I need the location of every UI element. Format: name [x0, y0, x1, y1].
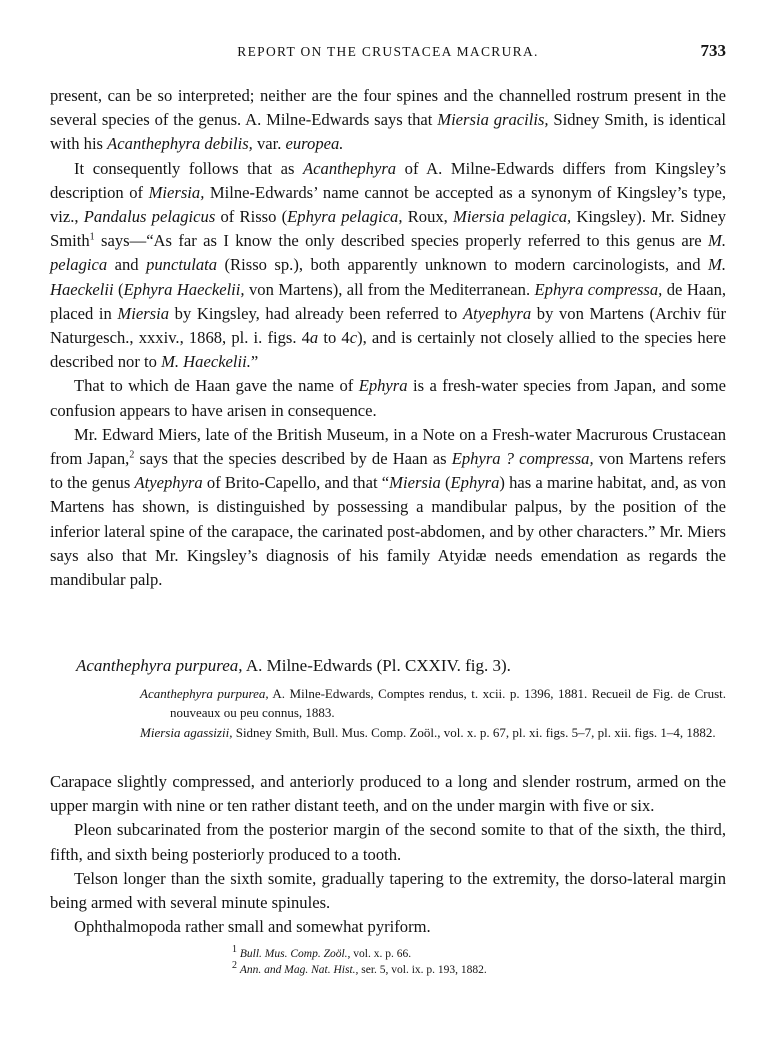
text-run: ( — [113, 279, 124, 299]
italic-text: a — [309, 328, 319, 348]
italic-text: Ephyra — [450, 473, 500, 493]
description-paragraph — [50, 867, 726, 915]
paragraph — [50, 84, 726, 157]
italic-text: Ephyra ? compressa, — [451, 449, 594, 469]
page-number: 733 — [700, 41, 726, 60]
footnote-ref: 2 — [232, 960, 237, 972]
text-run: by Kingsley, had already been referred to — [169, 303, 463, 323]
italic-text: Ephyra Haeckelii, — [123, 279, 245, 299]
italic-text: Miersia, — [148, 182, 205, 202]
italic-text: Acanthephyra purpurea, — [76, 656, 243, 675]
synonymy-list — [140, 684, 726, 743]
italic-text: Atyephyra — [134, 473, 203, 493]
footnote-ref: 1 — [232, 944, 237, 956]
footnotes — [232, 946, 726, 978]
text-run: Sidney Smith, is identical with his — [50, 110, 726, 154]
text-run: Roux, — [402, 207, 454, 227]
text-run: von Martens), all from the Mediterranean. — [244, 279, 535, 299]
text-run: Kingsley). Mr. Sidney Smith — [50, 207, 727, 251]
italic-text: Miersia gracilis, — [437, 110, 549, 130]
description-paragraph — [50, 915, 726, 939]
italic-text: Acanthephyra — [303, 158, 397, 178]
italic-text: Ephyra — [358, 376, 408, 396]
synonymy-entry — [140, 723, 726, 742]
text-run: Milne-Edwards’ name cannot be accepted as a synonym of Kingsley’s type, viz., — [50, 182, 726, 227]
text-run: ser. 5, vol. ix. p. 193, 1882. — [358, 964, 487, 976]
text-run: to 4 — [318, 328, 350, 348]
italic-text: M. Haeckelii. — [161, 352, 251, 372]
body-text — [50, 84, 726, 592]
text-run: Pleon subcarinated from the posterior margin of the second somite to that of the sixth, the third, fifth, and sixth being posteriorly produced to a tooth. — [50, 820, 726, 864]
italic-text: Acanthephyra debilis, — [107, 134, 253, 154]
italic-text: M. Haeckelii — [50, 255, 726, 299]
italic-text: Bull. Mus. Comp. Zoöl., — [239, 948, 351, 960]
italic-text: Miersia agassizii, — [140, 725, 233, 740]
synonymy-entry — [140, 684, 726, 722]
page-header — [50, 40, 726, 66]
text-run: A. Milne-Edwards, Comptes rendus, t. xcii. p. 1396, 1881. Recueil de Fig. de Crust. nouveaux ou peu connus, 1883. — [170, 686, 726, 720]
text-run: Mr. Edward Miers, late of the British Museum, in a Note on a Fresh-water Macrurous Crustacean from Japan, — [50, 424, 726, 469]
text-run: ), and is certainly not closely allied to the species here described nor to — [50, 328, 726, 372]
text-run: vol. x. p. 66. — [350, 948, 412, 960]
italic-text: Atyephyra — [462, 303, 532, 323]
text-run: says that the species described by de Haan as — [134, 449, 452, 469]
text-run: It consequently follows that as — [74, 158, 304, 178]
italic-text: Miersia — [117, 303, 170, 323]
footnote — [232, 962, 726, 978]
text-run: Carapace slightly compressed, and anteriorly produced to a long and slender rostrum, armed on the upper margin with nine or ten rather distant teeth, and on the under margin with five or six. — [50, 772, 726, 816]
species-description — [50, 770, 726, 939]
italic-text: Ephyra pelagica, — [287, 207, 403, 227]
text-run: of A. Milne-Edwards differs from Kingsley’s description of — [50, 158, 727, 202]
species-heading — [76, 654, 726, 678]
description-paragraph — [50, 818, 726, 866]
footnote-ref: 1 — [89, 231, 95, 243]
italic-text: Miersia — [389, 473, 441, 493]
text-run: is a fresh-water species from Japan, and some confusion appears to have arisen in consequence. — [50, 376, 726, 420]
italic-text: M. pelagica — [50, 231, 726, 275]
italic-text: Ephyra compressa, — [534, 279, 663, 299]
footnote-ref: 2 — [129, 449, 135, 461]
text-run: var. — [252, 134, 286, 154]
text-run: says—“As far as I know the only described species properly referred to this genus are — [94, 231, 709, 251]
text-run: de Haan, placed in — [50, 279, 727, 323]
paragraph — [50, 157, 726, 375]
italic-text: Pandalus pelagicus — [83, 207, 216, 227]
paragraph — [50, 423, 726, 592]
text-run: of Brito-Capello, and that “ — [202, 473, 390, 493]
text-run: Telson longer than the sixth somite, gradually tapering to the extremity, the dorso-lateral margin being armed with several minute spinules. — [50, 868, 726, 913]
text-run: and — [107, 255, 147, 275]
text-run: of Risso ( — [215, 207, 288, 227]
italic-text: europea. — [285, 134, 344, 154]
italic-text: Acanthephyra purpurea, — [140, 686, 269, 701]
footnote — [232, 946, 726, 962]
text-run: by von Martens (Archiv für Naturgesch., xxxiv., 1868, pl. i. figs. 4 — [50, 303, 726, 348]
text-run: A. Milne-Edwards (Pl. CXXIV. fig. 3). — [242, 656, 511, 675]
paragraph — [50, 374, 726, 422]
text-run: present, can be so interpreted; neither are the four spines and the channelled rostrum present in the several species of the genus. A. Milne-Edwards says that — [50, 86, 726, 130]
running-head: REPORT ON THE CRUSTACEA MACRURA. — [237, 44, 539, 59]
italic-text: Ann. and Mag. Nat. Hist., — [239, 964, 359, 976]
text-run: ” — [250, 352, 259, 372]
text-run: von Martens refers to the genus — [50, 449, 727, 493]
description-paragraph — [50, 770, 726, 818]
text-run: Ophthalmopoda rather small and somewhat pyriform. — [74, 917, 431, 937]
text-run: That to which de Haan gave the name of — [74, 376, 359, 396]
text-run: (Risso sp.), both apparently unknown to modern carcinologists, and — [217, 255, 708, 275]
italic-text: punctulata — [146, 255, 218, 275]
text-run: ( — [440, 473, 451, 493]
italic-text: Miersia pelagica, — [453, 207, 572, 227]
text-run: ) has a marine habitat, and, as von Martens has shown, is distinguished by possessing a mandibular palpus, by the position of the inferior lateral spine of the carapace, the carinated post-abdomen, and by other characters.” Mr. Miers says also that Mr. Kingsley’s diagnosis of his family Atyidæ needs emendation as regards the mandibular palp. — [50, 473, 726, 590]
text-run: Sidney Smith, Bull. Mus. Comp. Zoöl., vol. x. p. 67, pl. xi. figs. 5–7, pl. xii. figs. 1–4, 1882. — [232, 725, 716, 740]
italic-text: c — [349, 328, 358, 348]
